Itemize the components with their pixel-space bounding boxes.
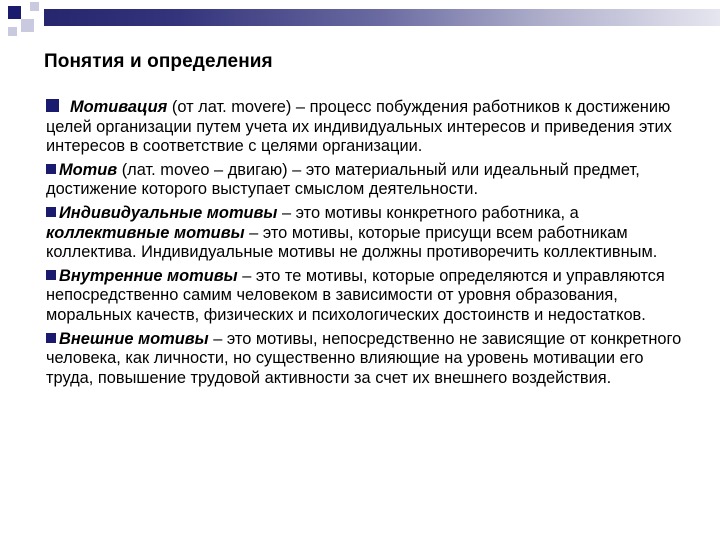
definition-internal-motives xyxy=(46,267,686,326)
definition-text: – это мотивы конкретного работника, а xyxy=(277,203,579,222)
definition-external-motives xyxy=(46,330,686,389)
definition-text: (от лат. movere) – процесс побуждения работников к достижению целей организации путем учета их индивидуальных интересов и приведения этих интересов в соответствие с целями организации. xyxy=(46,98,672,156)
deco-square xyxy=(21,19,34,32)
deco-square xyxy=(8,27,17,36)
header-stripe xyxy=(44,9,720,26)
term: Мотивация xyxy=(70,98,168,116)
slide-body xyxy=(46,98,686,392)
term: Мотив xyxy=(59,160,118,179)
definition-motive xyxy=(46,161,686,200)
definition-text: (лат. moveo – двигаю) – это материальный или идеальный предмет, достижение которого выступает смыслом деятельности. xyxy=(46,160,640,199)
bullet-square-icon xyxy=(46,270,56,280)
bullet-square-icon xyxy=(46,164,56,174)
definition-motivation xyxy=(46,98,686,157)
term: Индивидуальные мотивы xyxy=(59,203,278,222)
definition-text: – это мотивы, которые присущи всем работникам коллектива. Индивидуальные мотивы не должны противоречить коллективным. xyxy=(46,223,658,262)
bullet-square-icon xyxy=(46,99,59,112)
bullet-square-icon xyxy=(46,333,56,343)
slide-title: Понятия и определения xyxy=(44,51,273,72)
deco-square xyxy=(30,2,39,11)
term: Внутренние мотивы xyxy=(59,266,238,285)
definition-text: – это те мотивы, которые определяются и управляются непосредственно самим человеком в зависимости от уровня образования, моральных качеств, физических и психологических достоинств и недостатков. xyxy=(46,266,665,324)
bullet-square-icon xyxy=(46,207,56,217)
term: коллективные мотивы xyxy=(46,223,245,242)
definition-individual-motives xyxy=(46,204,686,263)
deco-square xyxy=(8,6,21,19)
header-decoration xyxy=(0,0,720,40)
term: Внешние мотивы xyxy=(59,329,209,348)
definition-text: – это мотивы, непосредственно не зависящие от конкретного человека, как личности, но существенно влияющие на уровень мотивации его труда, повышение трудовой активности за счет их внешнего воздействия. xyxy=(46,329,682,387)
